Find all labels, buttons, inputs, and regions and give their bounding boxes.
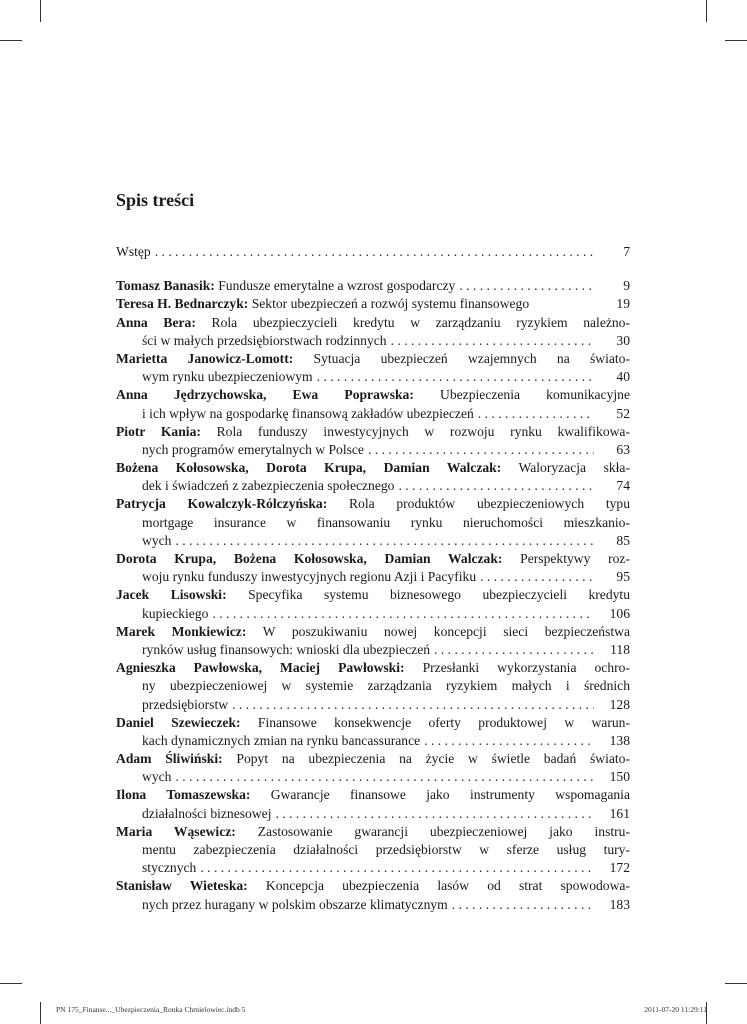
toc-entry[interactable] [116, 423, 630, 459]
leader-dots [155, 243, 594, 261]
toc-author: Marietta Janowicz-Lomott: [116, 350, 294, 366]
toc-author: Tomasz Banasik: [116, 278, 215, 294]
toc-page-number: 128 [609, 696, 630, 712]
toc-title-line: Rola produktów ubezpieczeniowych typu [348, 496, 631, 512]
toc-page-number: 7 [623, 244, 630, 259]
toc-title-line: Ubezpieczenia komunikacyjne [440, 387, 630, 403]
toc-title-line: nych programów emerytalnych w Polsce [142, 441, 364, 457]
toc-title-line: Zastosowanie gwarancji ubezpieczeniowej jako instru- [257, 823, 630, 839]
toc-author: Piotr Kania: [116, 423, 201, 439]
leader-dots [452, 896, 594, 914]
crop-mark [0, 40, 22, 41]
toc-page-number: 161 [609, 805, 630, 821]
toc-page-number: 19 [616, 296, 630, 312]
table-of-contents [116, 243, 630, 914]
crop-mark [725, 40, 747, 41]
leader-dots [368, 441, 594, 459]
page-title: Spis treści [116, 190, 195, 210]
leader-dots [391, 332, 594, 350]
toc-author: Agnieszka Pawłowska, Maciej Pawłowski: [116, 660, 405, 676]
leader-dots [424, 732, 594, 750]
toc-author: Ilona Tomaszewska: [116, 787, 251, 803]
toc-page-number: 138 [609, 732, 630, 748]
toc-title-line: Finansowe konsekwencje oferty produktowej w warun- [257, 714, 630, 730]
crop-mark [0, 983, 22, 984]
toc-page-number: 150 [609, 769, 630, 785]
toc-title-line: ści w małych przedsiębiorstwach rodzinnych [142, 332, 387, 348]
toc-title-line: Fundusze emerytalne a wzrost gospodarczy [218, 278, 456, 294]
toc-page-number: 40 [616, 369, 630, 385]
leader-dots [480, 568, 594, 586]
toc-page-number: 95 [616, 569, 630, 585]
toc-title-line: W poszukiwaniu nowej koncepcji sieci bezpieczeństwa [262, 623, 630, 639]
toc-entry[interactable] [116, 386, 630, 422]
leader-dots [459, 277, 594, 295]
toc-title-line: Specyfika systemu biznesowego ubezpieczycieli kredytu [248, 587, 631, 603]
toc-title-line: działalności biznesowej [142, 805, 272, 821]
toc-title-line: Rola ubezpieczycieli kredytu w zarządzaniu ryzykiem należno- [211, 314, 631, 330]
toc-author: Bożena Kołosowska, Dorota Krupa, Damian Walczak: [116, 460, 502, 476]
leader-dots [200, 859, 594, 877]
leader-dots [175, 532, 594, 550]
toc-title-line: i ich wpływ na gospodarkę finansową zakładów ubezpieczeń [142, 405, 474, 421]
toc-intro-label: Wstęp [116, 244, 151, 259]
toc-title-line: Perspektywy roz- [520, 551, 630, 566]
leader-dots [275, 805, 594, 823]
leader-dots [398, 477, 594, 495]
toc-entry[interactable] [116, 495, 630, 550]
toc-entry[interactable] [116, 314, 630, 350]
toc-title-line: ny ubezpieczeniowej w systemie zarządzania ryzykiem małych i średnich [142, 678, 630, 694]
toc-entry[interactable] [116, 786, 630, 822]
toc-title-line: wych [142, 769, 172, 785]
footer-file-info: PN 175_Finanse..._Ubezpieczenia_Ronka Chmielowiec.indb 5 [56, 1005, 246, 1014]
toc-page-number: 172 [609, 860, 630, 876]
toc-page-number: 30 [616, 332, 630, 348]
toc-intro[interactable] [116, 243, 630, 261]
toc-entry[interactable] [116, 295, 630, 313]
toc-entry[interactable] [116, 750, 630, 786]
toc-entry[interactable] [116, 623, 630, 659]
toc-entry[interactable] [116, 350, 630, 386]
toc-author: Patrycja Kowalczyk-Rólczyńska: [116, 496, 328, 512]
toc-title-line: nych przez huragany w polskim obszarze klimatycznym [142, 896, 448, 912]
toc-title-line: rynków usług finansowych: wnioski dla ubezpieczeń [142, 641, 431, 657]
crop-mark [40, 1002, 41, 1024]
toc-page-number: 118 [610, 641, 630, 657]
toc-author: Maria Wąsewicz: [116, 823, 236, 839]
toc-page-number: 183 [609, 896, 630, 912]
crop-mark [40, 0, 41, 22]
toc-title-line: mortgage insurance w finansowaniu rynku nieruchomości mieszkanio- [142, 514, 630, 530]
toc-page-number: 106 [609, 605, 630, 621]
toc-page-number: 63 [616, 441, 630, 457]
toc-entry[interactable] [116, 550, 630, 586]
toc-entry[interactable] [116, 659, 630, 714]
toc-author: Teresa H. Bednarczyk: [116, 296, 249, 312]
toc-title-line: mentu zabezpieczenia działalności przedsiębiorstw w sferze usług tury- [142, 842, 630, 857]
toc-entry[interactable] [116, 823, 630, 878]
toc-entry[interactable] [116, 714, 630, 750]
toc-entry[interactable] [116, 459, 630, 495]
toc-title-line: woju rynku funduszy inwestycyjnych regionu Azji i Pacyfiku [142, 569, 477, 585]
crop-mark [706, 0, 707, 22]
toc-title-line: Gwarancje finansowe jako instrumenty wspomagania [270, 787, 630, 803]
toc-title-line: przedsiębiorstw [142, 696, 229, 712]
toc-title-line: kach dynamicznych zmian na rynku bancassurance [142, 732, 421, 748]
toc-author: Marek Monkiewicz: [116, 623, 247, 639]
toc-entry[interactable] [116, 877, 630, 913]
toc-title-line: Przesłanki wykorzystania ochro- [422, 660, 630, 676]
toc-author: Daniel Szewieczek: [116, 714, 241, 730]
footer-timestamp: 2011-07-20 11:29:11 [644, 1005, 707, 1014]
leader-dots [478, 405, 594, 423]
spacer [116, 261, 630, 277]
toc-author: Anna Bera: [116, 314, 196, 330]
toc-page-number: 9 [623, 278, 630, 294]
toc-title-line: wych [142, 532, 172, 548]
leader-dots [434, 641, 594, 659]
toc-title-line: Koncepcja ubezpieczenia lasów od strat spowodowa- [265, 878, 630, 894]
toc-page-number: 74 [616, 478, 630, 494]
toc-author: Anna Jędrzychowska, Ewa Poprawska: [116, 387, 414, 403]
leader-dots [212, 605, 594, 623]
toc-title-line: Waloryzacja skła- [518, 460, 630, 476]
toc-title-line: dek i świadczeń z zabezpieczenia społecznego [142, 478, 395, 494]
toc-title-line: Popyt na ubezpieczenia na życie w świetle badań świato- [236, 751, 631, 767]
toc-entry[interactable] [116, 277, 630, 295]
toc-title-line: Sytuacja ubezpieczeń wzajemnych na świato- [313, 350, 630, 366]
toc-title-line: Sektor ubezpieczeń a rozwój systemu finansowego [251, 296, 530, 312]
toc-title-line: wym rynku ubezpieczeniowym [142, 369, 313, 385]
leader-dots [232, 696, 594, 714]
leader-dots [175, 768, 594, 786]
toc-page-number: 52 [616, 405, 630, 421]
toc-author: Adam Śliwiński: [116, 751, 223, 767]
crop-mark [725, 983, 747, 984]
toc-title-line: stycznych [142, 860, 197, 876]
toc-entry[interactable] [116, 586, 630, 622]
toc-title-line: Rola funduszy inwestycyjnych w rozwoju rynku kwalifikowa- [216, 423, 630, 439]
toc-author: Dorota Krupa, Bożena Kołosowska, Damian Walczak: [116, 551, 503, 566]
leader-dots [317, 368, 594, 386]
toc-title-line: kupieckiego [142, 605, 209, 621]
toc-entries [116, 277, 630, 914]
toc-author: Stanisław Wieteska: [116, 878, 248, 894]
toc-page-number: 85 [616, 532, 630, 548]
toc-author: Jacek Lisowski: [116, 587, 227, 603]
